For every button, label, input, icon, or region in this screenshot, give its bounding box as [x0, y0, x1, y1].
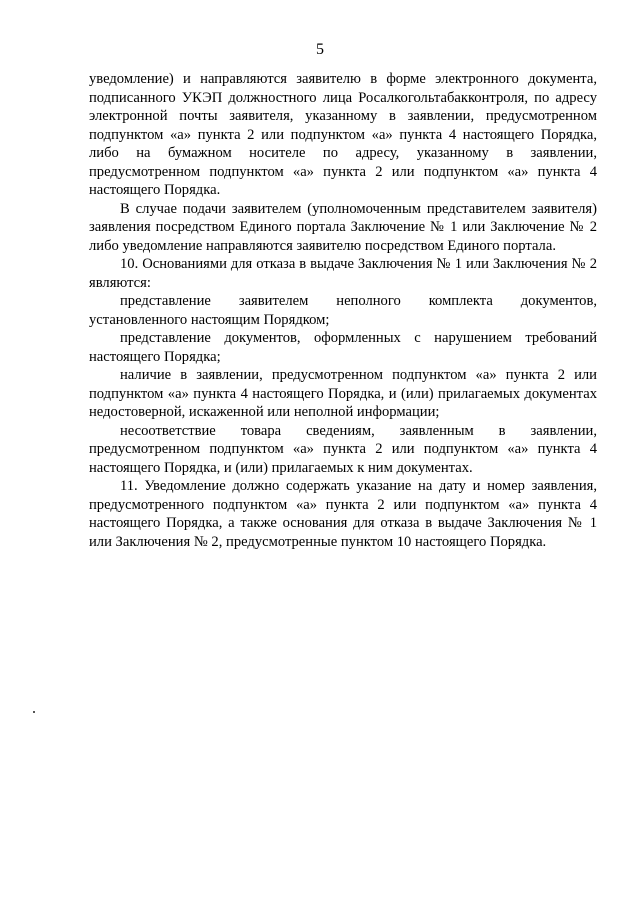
paragraph-continuation: уведомление) и направляются заявителю в форме электронного документа, подписанного УКЭП должностного лица Росалкогольтабакконтроля, по адресу электронной почты заявителя, указанному в заявлении, предусмотренном подпунктом «а» пункта 2 или подпунктом «а» пункта 4 настоящего Порядка, либо на бумажном носителе по адресу, указанному в заявлении, предусмотренном подпунктом «а» пункта 2 или подпунктом «а» пункта 4 настоящего Порядка.: [89, 71, 597, 198]
paragraph-portal-delivery: В случае подачи заявителем (уполномоченным представителем заявителя) заявления посредством Единого портала Заключение № 1 или Заключение № 2 либо уведомление направляются заявителю посредством Единого портала.: [89, 200, 597, 254]
paragraph-refusal-grounds-heading: 10. Основаниями для отказа в выдаче Заключения № 1 или Заключения № 2 являются:: [89, 256, 597, 291]
paragraph-refusal-ground-mismatch: несоответствие товара сведениям, заявленным в заявлении, предусмотренном подпунктом «а» пункта 2 или подпунктом «а» пункта 4 настоящего Порядка, и (или) прилагаемых к ним документах.: [89, 422, 597, 476]
document-body: [89, 70, 597, 551]
paragraph-refusal-ground-violation: представление документов, оформленных с нарушением требований настоящего Порядка;: [89, 330, 597, 365]
scan-speck: [33, 711, 35, 713]
paragraph-refusal-ground-incomplete: представление заявителем неполного комплекта документов, установленного настоящим Порядком;: [89, 293, 597, 328]
paragraph-refusal-ground-inaccurate: наличие в заявлении, предусмотренном подпунктом «а» пункта 2 или подпунктом «а» пункта 4 настоящего Порядка, и (или) прилагаемых документах недостоверной, искаженной или неполной информации;: [89, 367, 597, 420]
page-number: 5: [316, 41, 324, 58]
paragraph-notification-content: 11. Уведомление должно содержать указание на дату и номер заявления, предусмотренного подпунктом «а» пункта 2 или подпунктом «а» пункта 4 настоящего Порядка, а также основания для отказа в выдаче Заключения № 1 или Заключения № 2, предусмотренные пунктом 10 настоящего Порядка.: [89, 478, 597, 550]
